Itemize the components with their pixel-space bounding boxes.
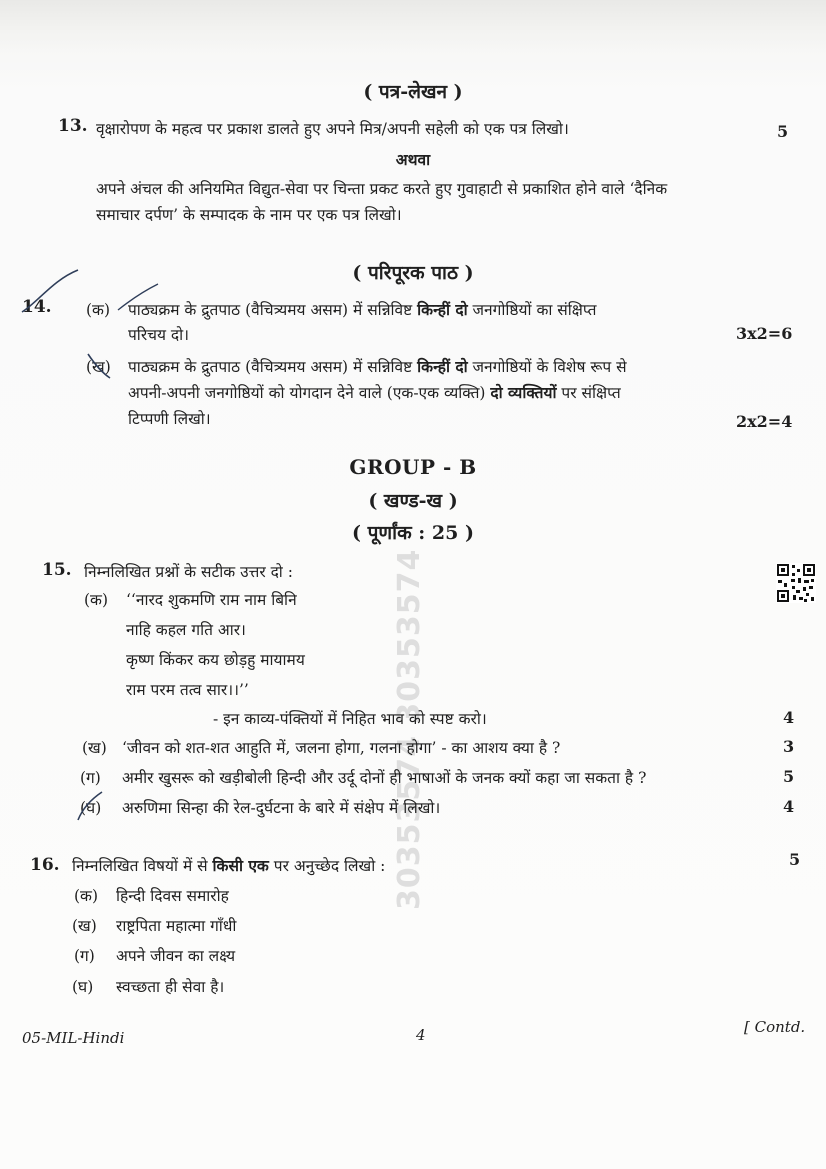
question-15-intro: निम्नलिखित प्रश्नों के सटीक उत्तर दो : <box>84 563 293 581</box>
option-text: अपने जीवन का लक्ष्य <box>116 947 236 965</box>
question-13-text: वृक्षारोपण के महत्व पर प्रकाश डालते हुए अपने मित्र/अपनी सहेली को एक पत्र लिखो। <box>96 120 569 138</box>
question-15b-marks: 3 <box>783 737 795 756</box>
option-text: स्वच्छता ही सेवा है। <box>116 978 225 996</box>
question-14a-label: (क) <box>86 301 110 319</box>
option-text: राष्ट्रपिता महात्मा गाँधी <box>116 917 237 935</box>
poem-line-2: नाहि कहल गति आर। <box>126 621 246 639</box>
poem-line-1: ‘‘नारद शुकमणि राम नाम बिनि <box>126 591 297 609</box>
khand-kha-heading: ( खण्ड-ख ) <box>368 490 458 512</box>
or-separator: अथवा <box>395 150 431 169</box>
paper-code: 05-MIL-Hindi <box>22 1029 125 1047</box>
question-16-number: 16. <box>30 855 60 875</box>
question-15a-label: (क) <box>84 591 108 609</box>
question-14b-marks: 2x2=4 <box>736 412 793 431</box>
pen-mark-icon <box>18 262 168 392</box>
question-14b-line-1: पाठ्यक्रम के द्रुतपाठ (वैचित्र्यमय असम) में सन्निविष्ट किन्हीं दो जनगोष्ठियों के विशेष रूप से <box>128 357 627 376</box>
poem-line-4: राम परम तत्व सार।।’’ <box>126 681 249 699</box>
option-label: (घ) <box>72 978 94 996</box>
question-15a-marks: 4 <box>783 708 795 727</box>
question-13-alt-line-2: समाचार दर्पण’ के सम्पादक के नाम पर एक पत्र लिखो। <box>96 206 402 224</box>
question-14b-line-2: अपनी-अपनी जनगोष्ठियों को योगदान देने वाले (एक-एक व्यक्ति) दो व्यक्तियों पर संक्षिप्त <box>128 383 621 402</box>
qr-code-icon <box>776 563 816 603</box>
page-number: 4 <box>416 1026 426 1044</box>
question-15c-text: अमीर खुसरू को खड़ीबोली हिन्दी और उर्दू दोनों ही भाषाओं के जनक क्यों कहा जा सकता है ? <box>122 769 647 787</box>
question-15d-text: अरुणिमा सिन्हा की रेल-दुर्घटना के बारे में संक्षेप में लिखो। <box>122 799 441 817</box>
option-label: (ग) <box>74 947 95 965</box>
question-15d-label: (घ) <box>80 799 102 817</box>
question-15b-label: (ख) <box>82 739 107 757</box>
poem-line-3: कृष्ण किंकर कय छोड़हु मायामय <box>126 651 305 669</box>
question-15c-marks: 5 <box>783 767 795 786</box>
option-label: (क) <box>74 887 98 905</box>
question-14a-line-1: पाठ्यक्रम के द्रुतपाठ (वैचित्र्यमय असम) में सन्निविष्ट किन्हीं दो जनगोष्ठियों का संक्षिप्त <box>128 300 597 319</box>
question-14a-marks: 3x2=6 <box>736 324 793 343</box>
question-14b-line-3: टिप्पणी लिखो। <box>128 410 211 428</box>
roll-number-watermark: 30353574 30353574 <box>392 548 427 910</box>
question-16-marks: 5 <box>789 850 801 869</box>
question-14b-label: (ख) <box>86 358 111 376</box>
purnank-heading: ( पूर्णांक : 25 ) <box>352 522 474 544</box>
question-15-number: 15. <box>42 560 72 580</box>
question-13-alt-line-1: अपने अंचल की अनियमित विद्युत-सेवा पर चिन्ता प्रकट करते हुए गुवाहाटी से प्रकाशित होने वाले ‘दैनिक <box>96 180 668 198</box>
pen-tick-icon <box>72 790 112 826</box>
group-b-title: GROUP - B <box>349 455 477 479</box>
section-heading-paripurak-path: ( परिपूरक पाठ ) <box>352 262 474 284</box>
question-15a-prompt: - इन काव्य-पंक्तियों में निहित भाव को स्पष्ट करो। <box>213 710 487 728</box>
question-15d-marks: 4 <box>783 797 795 816</box>
section-heading-patra-lekhan: ( पत्र-लेखन ) <box>363 81 463 103</box>
option-text: हिन्दी दिवस समारोह <box>116 887 229 905</box>
continued-marker: [ Contd. <box>744 1018 806 1036</box>
question-15b-text: ‘जीवन को शत-शत आहुति में, जलना होगा, गलना होगा’ - का आशय क्या है ? <box>122 739 561 757</box>
question-16-intro: निम्नलिखित विषयों में से किसी एक पर अनुच्छेद लिखो : <box>72 856 386 875</box>
option-label: (ख) <box>72 917 97 935</box>
question-14-number: 14. <box>22 297 52 317</box>
scan-shadow <box>0 0 826 52</box>
question-15c-label: (ग) <box>80 769 101 787</box>
question-13-number: 13. <box>58 116 88 136</box>
question-14a-line-2: परिचय दो। <box>128 326 190 344</box>
question-13-marks: 5 <box>777 122 789 141</box>
